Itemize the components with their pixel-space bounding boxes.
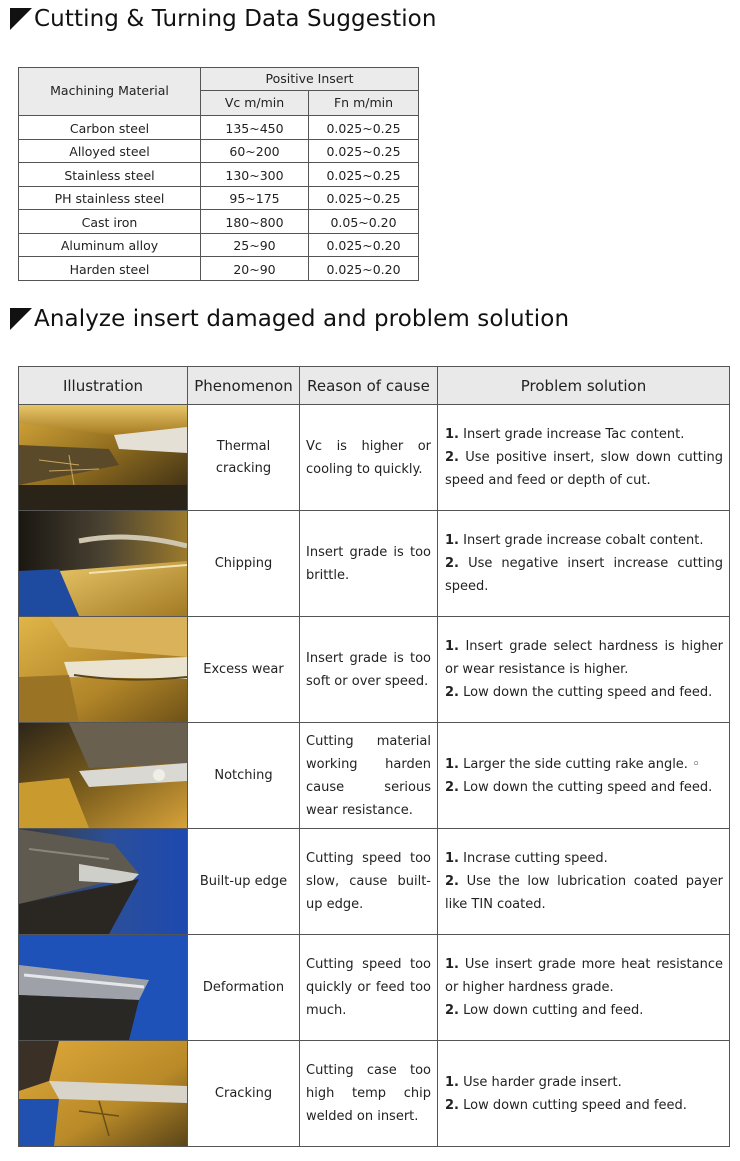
table-row [19,257,419,281]
solution-text: Larger the side cutting rake angle. ◦ [463,756,700,772]
solution-text: Insert grade increase Tac content. [463,427,685,442]
vc-cell: 60~200 [201,139,309,163]
section-heading-cutting-data [10,6,437,32]
solution-text: Insert grade increase cobalt content. [463,533,704,548]
fn-cell: 0.05~0.20 [309,210,419,234]
solution-item [445,681,723,704]
solution-item [445,870,723,916]
header-machining-material: Machining Material [19,68,201,116]
thermal-cracking-insert-photo [19,405,187,510]
vc-cell: 135~450 [201,116,309,140]
cutting-data-table [18,67,419,281]
solution-text: Use positive insert, slow down cutting speed and feed or depth of cut. [445,450,723,488]
solution-number: 2. [445,1097,459,1113]
reason-cell: Cutting speed too quickly or feed too much. [300,935,438,1041]
header-solution: Problem solution [438,367,730,405]
reason-cell: Insert grade is too soft or over speed. [300,617,438,723]
illustration-cell [19,511,188,617]
table-row [19,405,730,511]
table-row [19,186,419,210]
illustration-cell [19,723,188,829]
phenomenon-cell: Cracking [188,1041,300,1147]
header-illustration: Illustration [19,367,188,405]
solution-number: 1. [445,1074,459,1090]
table-row [19,210,419,234]
illustration-cell [19,405,188,511]
fn-cell: 0.025~0.20 [309,257,419,281]
deformation-insert-photo [19,935,187,1040]
phenomenon-cell: Deformation [188,935,300,1041]
material-cell: Aluminum alloy [19,233,201,257]
table-row [19,511,730,617]
solution-cell [438,511,730,617]
table-row [19,1041,730,1147]
vc-cell: 25~90 [201,233,309,257]
solution-item [445,847,723,870]
solution-number: 1. [445,533,459,548]
solution-number: 1. [445,957,459,972]
table-row [19,139,419,163]
material-cell: Carbon steel [19,116,201,140]
solution-number: 2. [445,685,459,700]
material-cell: Stainless steel [19,163,201,187]
solution-text: Insert grade select hardness is higher or wear resistance is higher. [445,639,723,677]
solution-item [445,423,723,446]
solution-text: Use negative insert increase cutting speed. [445,556,723,594]
solution-number: 2. [445,556,459,571]
reason-cell: Cutting speed too slow, cause built-up edge. [300,829,438,935]
solution-text: Low down the cutting speed and feed. [463,779,713,795]
table-row [19,116,419,140]
phenomenon-cell: Chipping [188,511,300,617]
solution-text: Incrase cutting speed. [463,851,608,866]
cracking-insert-photo [19,1041,187,1146]
chipping-insert-photo [19,511,187,616]
solution-cell [438,405,730,511]
table-row [19,723,730,829]
solution-text: Use harder grade insert. [463,1074,622,1090]
solution-number: 2. [445,874,459,889]
illustration-cell [19,617,188,723]
solution-number: 1. [445,427,459,442]
solution-item [445,1071,723,1094]
solution-number: 2. [445,1003,459,1018]
reason-cell: Vc is higher or cooling to quickly. [300,405,438,511]
solution-cell [438,617,730,723]
material-cell: Cast iron [19,210,201,234]
header-phenomenon: Phenomenon [188,367,300,405]
triangle-bullet-icon [10,308,32,330]
header-fn: Fn m/min [309,91,419,116]
solution-number: 2. [445,450,459,465]
solution-cell [438,935,730,1041]
solution-text: Low down cutting speed and feed. [463,1097,687,1113]
fn-cell: 0.025~0.25 [309,186,419,210]
table-row [19,829,730,935]
notching-insert-photo [19,723,187,828]
material-cell: PH stainless steel [19,186,201,210]
solution-cell [438,723,730,829]
material-cell: Alloyed steel [19,139,201,163]
solution-item [445,999,723,1022]
table-row [19,935,730,1041]
vc-cell: 180~800 [201,210,309,234]
fn-cell: 0.025~0.25 [309,116,419,140]
section-title: Cutting & Turning Data Suggestion [34,6,437,32]
table-row [19,233,419,257]
excess-wear-insert-photo [19,617,187,722]
solution-number: 1. [445,639,459,654]
triangle-bullet-icon [10,8,32,30]
vc-cell: 95~175 [201,186,309,210]
solution-text: Use the low lubrication coated payer like TIN coated. [445,874,723,912]
illustration-cell [19,935,188,1041]
solution-item [445,529,723,552]
solution-text: Use insert grade more heat resistance or higher hardness grade. [445,957,723,995]
fn-cell: 0.025~0.25 [309,139,419,163]
section-title: Analyze insert damaged and problem solution [34,306,570,332]
table-row [19,617,730,723]
solution-item [445,753,723,776]
vc-cell: 130~300 [201,163,309,187]
illustration-cell [19,829,188,935]
table-row [19,163,419,187]
solution-text: Low down the cutting speed and feed. [463,685,713,700]
solution-item [445,635,723,681]
header-vc: Vc m/min [201,91,309,116]
solution-item [445,552,723,598]
solution-cell [438,1041,730,1147]
material-cell: Harden steel [19,257,201,281]
solution-item [445,776,723,799]
reason-cell: Cutting case too high temp chip welded on insert. [300,1041,438,1147]
built-up-edge-insert-photo [19,829,187,934]
fn-cell: 0.025~0.20 [309,233,419,257]
solution-number: 2. [445,779,459,795]
solution-cell [438,829,730,935]
phenomenon-cell: Thermal cracking [188,405,300,511]
solution-number: 1. [445,756,459,772]
solution-number: 1. [445,851,459,866]
solution-item [445,1094,723,1117]
reason-cell: Insert grade is too brittle. [300,511,438,617]
header-reason: Reason of cause [300,367,438,405]
section-heading-insert-damage [10,306,569,332]
solution-text: Low down cutting and feed. [463,1003,644,1018]
reason-cell: Cutting material working harden cause serious wear resistance. [300,723,438,829]
phenomenon-cell: Built-up edge [188,829,300,935]
header-positive-insert: Positive Insert [201,68,419,91]
solution-item [445,446,723,492]
solution-item [445,953,723,999]
vc-cell: 20~90 [201,257,309,281]
phenomenon-cell: Excess wear [188,617,300,723]
phenomenon-cell: Notching [188,723,300,829]
insert-damage-table [18,366,730,1147]
fn-cell: 0.025~0.25 [309,163,419,187]
illustration-cell [19,1041,188,1147]
